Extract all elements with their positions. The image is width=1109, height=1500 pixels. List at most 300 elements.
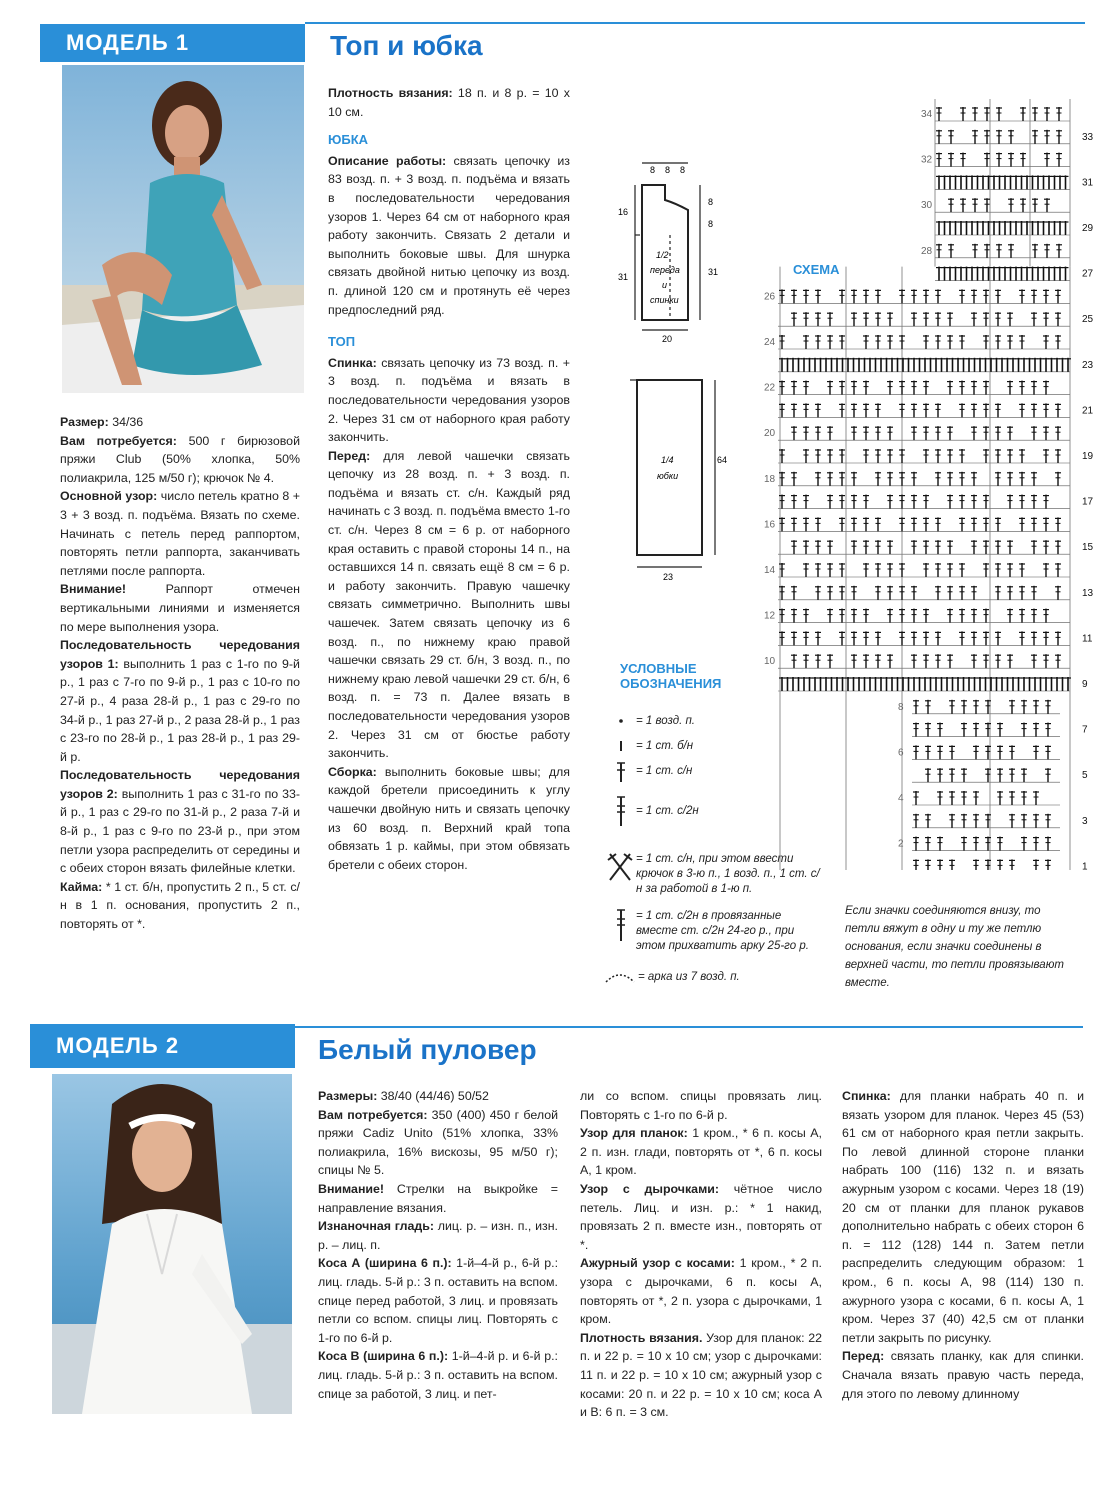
stitch-mark [972, 358, 978, 372]
m2-c2-p3: Ажурный узор с косами: 1 кром., * 2 п. узора с дырочками, 6 п. косы А, повторять от *, 2 п. узора с дырочками, 1 кром. [580, 1256, 823, 1327]
stitch-mark [1030, 221, 1036, 235]
p1-right-2: 31 [708, 267, 719, 277]
stitch-mark [917, 358, 923, 372]
stitch-mark [1032, 198, 1038, 212]
stitch-mark [1045, 859, 1051, 870]
stitch-mark [913, 859, 919, 870]
stitch-mark [1044, 198, 1050, 212]
stitch-mark [1019, 381, 1025, 395]
stitch-mark [791, 654, 797, 668]
stitch-mark [875, 563, 881, 577]
stitch-mark [889, 358, 895, 372]
stitch-mark [803, 495, 809, 509]
stitch-mark [971, 426, 977, 440]
stitch-mark [988, 358, 994, 372]
p2-label-1: юбки [657, 471, 679, 481]
stitch-mark [1031, 631, 1037, 645]
stitch-mark [911, 517, 917, 531]
stitch-mark [1063, 175, 1069, 189]
stitch-mark [995, 426, 1001, 440]
stitch-mark [935, 472, 941, 486]
stitch-mark [983, 495, 989, 509]
stitch-mark [1020, 198, 1026, 212]
stitch-mark [1020, 153, 1026, 167]
stitch-mark [935, 586, 941, 600]
stitch-mark [851, 472, 857, 486]
stitch-mark [1045, 745, 1051, 759]
stitch-mark [1057, 175, 1063, 189]
stitch-mark [803, 631, 809, 645]
stitch-mark [1021, 358, 1027, 372]
m1-left-p4: Последовательность чередования узоров 1: выполнить 1 раз с 1-го по 9-й р., 1 раз с 7-го по 9-й р., 1 раз с 10-го по 27-й р., 4 раза 28-й р., 1 раз с 29-го по 34-й р., 1 раз 27-й р., 2 раза 28-й р., 1 раз с 23-го по 28-й р., 1 раз 28-й р., 1 раз 29-й р. [60, 638, 300, 764]
stitch-mark [983, 449, 989, 463]
stitch-mark [917, 677, 923, 691]
stitch-mark [939, 358, 945, 372]
stitch-mark [1007, 426, 1013, 440]
row-label-left: 20 [764, 428, 776, 440]
stitch-mark [851, 403, 857, 417]
stitch-mark [887, 335, 893, 349]
stitch-mark [1031, 289, 1037, 303]
stitch-mark [887, 449, 893, 463]
stitch-mark [983, 631, 989, 645]
stitch-mark [961, 791, 967, 805]
stitch-mark [1031, 381, 1037, 395]
stitch-mark [991, 175, 997, 189]
stitch-mark [1043, 495, 1049, 509]
m1-left-p6: Кайма: * 1 ст. б/н, пропустить 2 п., 5 ст. с/н в 1 п. основания, пропустить 2 п., повторять от *. [60, 879, 300, 932]
stitch-mark [1010, 677, 1016, 691]
stitch-mark [911, 403, 917, 417]
stitch-mark [887, 540, 893, 554]
stitch-mark [936, 107, 942, 121]
stitch-mark [937, 745, 943, 759]
stitch-mark [969, 267, 975, 281]
m2-c3-p1: Перед: связать планку, как для спинки. Сначала вязать правую часть переда, для этого по левому длинному [842, 1349, 1084, 1401]
stitch-mark [863, 426, 869, 440]
stitch-mark [913, 745, 919, 759]
stitch-mark [1041, 175, 1047, 189]
stitch-mark [991, 221, 997, 235]
stitch-mark [923, 449, 929, 463]
stitch-mark [791, 517, 797, 531]
stitch-mark [791, 472, 797, 486]
m2-c2-p4: Плотность вязания. Узор для планок: 22 п. и 22 р. = 10 х 10 см; узор с дырочками: 11 п. и 22 р. = 10 х 10 см; ажурный узор с косами: 20 п. и 22 р. = 10 х 10 см; коса А и В: 6 п. = 3 см. [580, 1330, 822, 1420]
stitch-mark [1033, 791, 1039, 805]
stitch-mark [887, 609, 893, 623]
stitch-mark [960, 153, 966, 167]
stitch-mark [887, 312, 893, 326]
stitch-mark [958, 267, 964, 281]
stitch-mark [996, 244, 1002, 258]
stitch-mark [1052, 175, 1058, 189]
stitch-mark [973, 791, 979, 805]
stitch-mark [1008, 198, 1014, 212]
stitch-mark [997, 723, 1003, 737]
stitch-mark [984, 153, 990, 167]
stitch-mark [1019, 631, 1025, 645]
stitch-mark [803, 449, 809, 463]
stitch-mark [936, 153, 942, 167]
stitch-mark [1009, 768, 1015, 782]
stitch-mark [983, 563, 989, 577]
stitch-mark [1043, 449, 1049, 463]
stitch-mark [948, 198, 954, 212]
stitch-mark [971, 381, 977, 395]
stitch-mark [1013, 175, 1019, 189]
stitch-mark [906, 358, 912, 372]
stitch-mark [827, 472, 833, 486]
stitch-mark [1032, 107, 1038, 121]
stitch-mark [947, 335, 953, 349]
stitch-mark [923, 335, 929, 349]
stitch-mark [899, 335, 905, 349]
stitch-mark [873, 358, 879, 372]
m1-skirt-p0: Описание работы: связать цепочку из 83 возд. п. + 3 возд. п. подъёма и вязать в последовательности чередования узоров 1. Через 64 см от наборного края работу закончить. Связать 2 детали и выполнить боковые швы. Для шнурка связать двойной нитью цепочку из возд. п. длиной 120 см и протянуть её через предпоследний ряд. [328, 153, 570, 317]
stitch-mark [983, 540, 989, 554]
stitch-mark [973, 814, 979, 828]
stitch-mark [997, 768, 1003, 782]
p1-top-0: 8 [650, 165, 656, 175]
m2-c1-p1: Вам потребуется: 350 (400) 450 г белой пряжи Cadiz Unito (51% хлопка, 33% полиакрила, 16% вискозы, 95 м/50 г); спицы № 5. [318, 1107, 559, 1178]
stitch-mark [911, 586, 917, 600]
stitch-mark [887, 495, 893, 509]
stitch-mark [923, 540, 929, 554]
stitch-mark [935, 335, 941, 349]
stitch-mark [923, 426, 929, 440]
row-label-right: 25 [1082, 314, 1094, 326]
stitch-mark [925, 768, 931, 782]
model2-label: МОДЕЛЬ 2 [56, 1033, 180, 1058]
stitch-mark [937, 859, 943, 870]
stitch-mark [960, 198, 966, 212]
stitch-mark [895, 677, 901, 691]
stitch-mark [911, 472, 917, 486]
stitch-mark [1007, 472, 1013, 486]
stitch-mark [827, 312, 833, 326]
stitch-mark [1019, 609, 1025, 623]
stitch-mark [815, 426, 821, 440]
stitch-mark [1019, 449, 1025, 463]
stitch-mark [972, 244, 978, 258]
stitch-mark [899, 289, 905, 303]
stitch-mark [1019, 517, 1025, 531]
stitch-mark [839, 586, 845, 600]
stitch-mark [995, 654, 1001, 668]
stitch-mark [863, 289, 869, 303]
row-label-left: 26 [764, 291, 776, 303]
stitch-mark [1007, 312, 1013, 326]
stitch-mark [790, 677, 796, 691]
stitch-mark [971, 631, 977, 645]
stitch-mark [1043, 563, 1049, 577]
stitch-mark [875, 449, 881, 463]
stitch-mark [1013, 267, 1019, 281]
stitch-mark [791, 631, 797, 645]
m1-density: Плотность вязания: 18 п. и 8 р. = 10 х 10 см. [328, 86, 570, 119]
row-label-right: 19 [1082, 451, 1094, 462]
stitch-mark [863, 449, 869, 463]
stitch-mark [973, 723, 979, 737]
stitch-mark [863, 403, 869, 417]
stitch-mark [983, 517, 989, 531]
tr-icon [614, 794, 628, 828]
stitch-mark [996, 130, 1002, 144]
stitch-mark [1033, 814, 1039, 828]
stitch-mark [923, 312, 929, 326]
stitch-mark [947, 540, 953, 554]
stitch-mark [1030, 175, 1036, 189]
stitch-mark [947, 449, 953, 463]
row-label-right: 7 [1082, 724, 1088, 736]
model1-title: Топ и юбка [330, 30, 483, 61]
stitch-mark [827, 540, 833, 554]
stitch-mark [961, 723, 967, 737]
stitch-mark [803, 540, 809, 554]
stitch-mark [975, 267, 981, 281]
stitch-mark [913, 723, 919, 737]
stitch-mark [840, 358, 846, 372]
chart-note: Если значки соединяются внизу, то петли вяжут в одну и ту же петлю основания, если значки соединены в верхней части, то петли провязывают вместе. [845, 905, 1064, 989]
pattern-skirt-schematic [625, 375, 735, 585]
stitch-mark [1024, 267, 1030, 281]
m1-top-p1: Перед: для левой чашечки связать цепочку из 28 возд. п. + 3 возд. п. подъёма и вязать ст. с/н. Каждый ряд начинать с 3 возд. п. подъёма вместо 1-го ст. с/н. Через 8 см = 6 р. от наборного края оставить с правой стороны 14 п., на оставшихся 14 п. связать ещё 8 см = 6 р. и работу закончить. Правую чашечку связать симметрично. Выполнить швы чашечек. Затем связать цепочку из 6 возд. п., по нижнему краю правой чашечки связать 29 ст. б/н, 3 возд. п., по нижнему краю левой чашечки 29 ст. б/н, 6 возд. п. = 73 п. Далее вязать в последовательности чередования узоров 2. Через 31 см от бюстье работу закончить. [328, 448, 571, 761]
stitch-mark [791, 609, 797, 623]
stitch-mark [887, 563, 893, 577]
stitch-mark [1031, 609, 1037, 623]
stitch-mark [863, 517, 869, 531]
stitch-mark [995, 563, 1001, 577]
stitch-mark [1009, 859, 1015, 870]
stitch-mark [884, 677, 890, 691]
stitch-mark [803, 289, 809, 303]
model1-mid-col [328, 84, 570, 874]
stitch-mark [971, 517, 977, 531]
stitch-mark [807, 677, 813, 691]
stitch-mark [983, 403, 989, 417]
stitch-mark [863, 609, 869, 623]
model2-band [30, 1024, 295, 1068]
stitch-mark [827, 449, 833, 463]
stitch-mark [977, 358, 983, 372]
model2-rule [295, 1026, 1083, 1028]
stitch-mark [1045, 768, 1051, 782]
stitch-mark [933, 358, 939, 372]
stitch-mark [939, 677, 945, 691]
stitch-mark [803, 654, 809, 668]
stitch-mark [1056, 244, 1062, 258]
stitch-mark [863, 540, 869, 554]
stitch-mark [875, 517, 881, 531]
legend-text-1: = 1 ст. б/н [636, 740, 694, 752]
stitch-mark [1007, 586, 1013, 600]
model2-col2 [580, 1087, 822, 1422]
stitch-mark [922, 677, 928, 691]
stitch-mark [1021, 837, 1027, 851]
stitch-mark [1031, 495, 1037, 509]
crochet-chart [760, 95, 1105, 870]
stitch-mark [955, 358, 961, 372]
row-label-left: 4 [898, 793, 904, 804]
p1-right-0: 8 [708, 197, 714, 207]
stitch-mark [935, 563, 941, 577]
stitch-mark [851, 358, 857, 372]
stitch-mark [823, 358, 829, 372]
stitch-mark [801, 677, 807, 691]
stitch-mark [1013, 221, 1019, 235]
stitch-mark [983, 312, 989, 326]
stitch-mark [863, 631, 869, 645]
stitch-mark [925, 745, 931, 759]
stitch-mark [1007, 609, 1013, 623]
stitch-mark [961, 814, 967, 828]
stitch-mark [966, 677, 972, 691]
stitch-mark [980, 221, 986, 235]
stitch-mark [851, 654, 857, 668]
stitch-mark [827, 495, 833, 509]
stitch-mark [1016, 677, 1022, 691]
stitch-mark [1021, 677, 1027, 691]
stitch-mark [1055, 517, 1061, 531]
p1-label-2: и [662, 280, 668, 290]
stitch-mark [923, 403, 929, 417]
stitch-mark [935, 426, 941, 440]
stitch-mark [875, 335, 881, 349]
stitch-mark [887, 426, 893, 440]
stitch-mark [1019, 586, 1025, 600]
stitch-mark [1049, 677, 1055, 691]
stitch-mark [925, 837, 931, 851]
stitch-mark [911, 495, 917, 509]
stitch-mark [1057, 221, 1063, 235]
stitch-mark [839, 609, 845, 623]
stitch-mark [1055, 563, 1061, 577]
stitch-mark [895, 358, 901, 372]
stitch-mark [949, 745, 955, 759]
stitch-mark [959, 381, 965, 395]
stitch-mark [873, 677, 879, 691]
stitch-mark [1031, 312, 1037, 326]
stitch-mark [834, 358, 840, 372]
stitch-mark [827, 426, 833, 440]
stitch-mark [791, 586, 797, 600]
stitch-mark [1044, 130, 1050, 144]
stitch-mark [949, 814, 955, 828]
row-label-left: 16 [764, 519, 776, 531]
stitch-mark [1019, 403, 1025, 417]
stitch-mark [863, 312, 869, 326]
stitch-mark [973, 859, 979, 870]
stitch-mark [1019, 472, 1025, 486]
stitch-mark [1041, 267, 1047, 281]
stitch-mark [947, 221, 953, 235]
stitch-mark [973, 837, 979, 851]
stitch-mark [913, 837, 919, 851]
stitch-mark [925, 723, 931, 737]
m1-left-p1: Вам потребуется: 500 г бирюзовой пряжи Club (50% хлопка, 50% полиакрила, 125 м/50 г); крючок № 4. [60, 433, 300, 485]
stitch-mark [928, 677, 934, 691]
stitch-mark [999, 358, 1005, 372]
model1-left-col [60, 413, 300, 934]
m1-left-p0: Размер: 34/36 [60, 415, 144, 429]
model1-band [40, 24, 305, 62]
stitch-mark [923, 381, 929, 395]
stitch-mark [1060, 358, 1066, 372]
stitch-mark [959, 472, 965, 486]
stitch-mark [1043, 677, 1049, 691]
m2-c2-p1: Узор для планок: 1 кром., * 6 п. косы А, 2 п. изн. глади, повторять от *, 6 п. косы А, 1 кром. [580, 1126, 822, 1178]
stitch-mark [875, 312, 881, 326]
stitch-mark [959, 289, 965, 303]
stitch-mark [803, 381, 809, 395]
stitch-mark [815, 517, 821, 531]
stitch-mark [875, 540, 881, 554]
stitch-mark [959, 609, 965, 623]
stitch-mark [875, 426, 881, 440]
stitch-mark [851, 631, 857, 645]
row-label-right: 11 [1082, 633, 1093, 645]
stitch-mark [983, 677, 989, 691]
stitch-mark [803, 335, 809, 349]
stitch-mark [995, 586, 1001, 600]
stitch-mark [980, 267, 986, 281]
cross-icon [606, 850, 634, 884]
stitch-mark [899, 563, 905, 577]
stitch-mark [791, 426, 797, 440]
stitch-mark [972, 130, 978, 144]
stitch-mark [851, 586, 857, 600]
stitch-mark [862, 358, 868, 372]
stitch-mark [851, 609, 857, 623]
row-label-left: 18 [764, 473, 776, 485]
stitch-mark [878, 677, 884, 691]
stitch-mark [803, 312, 809, 326]
stitch-mark [1007, 563, 1013, 577]
stitch-mark [953, 175, 959, 189]
stitch-mark [933, 677, 939, 691]
legend-title-line1: УСЛОВНЫЕ [620, 661, 697, 676]
dot-icon [614, 714, 628, 728]
stitch-mark [815, 586, 821, 600]
model2-title: Белый пуловер [318, 1034, 537, 1065]
stitch-mark [829, 677, 835, 691]
stitch-mark [1007, 449, 1013, 463]
stitch-mark [791, 381, 797, 395]
stitch-mark [1019, 221, 1025, 235]
stitch-mark [1009, 814, 1015, 828]
stitch-mark [791, 495, 797, 509]
stitch-mark [1043, 358, 1049, 372]
stitch-mark [899, 586, 905, 600]
stitch-mark [936, 175, 942, 189]
model2-photo [52, 1074, 292, 1414]
stitch-mark [815, 540, 821, 554]
m2-c1-p0: Размеры: 38/40 (44/46) 50/52 [318, 1089, 489, 1103]
row-label-left: 28 [921, 245, 933, 257]
stitch-mark [944, 677, 950, 691]
legend-title [620, 661, 721, 691]
stitch-mark [803, 426, 809, 440]
legend-text-4: = 1 ст. с/н, при этом ввести крючок в 3-ю п., 1 возд. п., 1 ст. с/н за работой в 1-ю п. [636, 853, 820, 895]
stitch-mark [803, 609, 809, 623]
stitch-mark [913, 700, 919, 714]
p2-right: 64 [717, 455, 728, 465]
stitch-mark [815, 312, 821, 326]
row-label-right: 1 [1082, 861, 1088, 870]
stitch-mark [959, 631, 965, 645]
p1-bottom: 20 [662, 334, 673, 344]
stitch-mark [971, 540, 977, 554]
